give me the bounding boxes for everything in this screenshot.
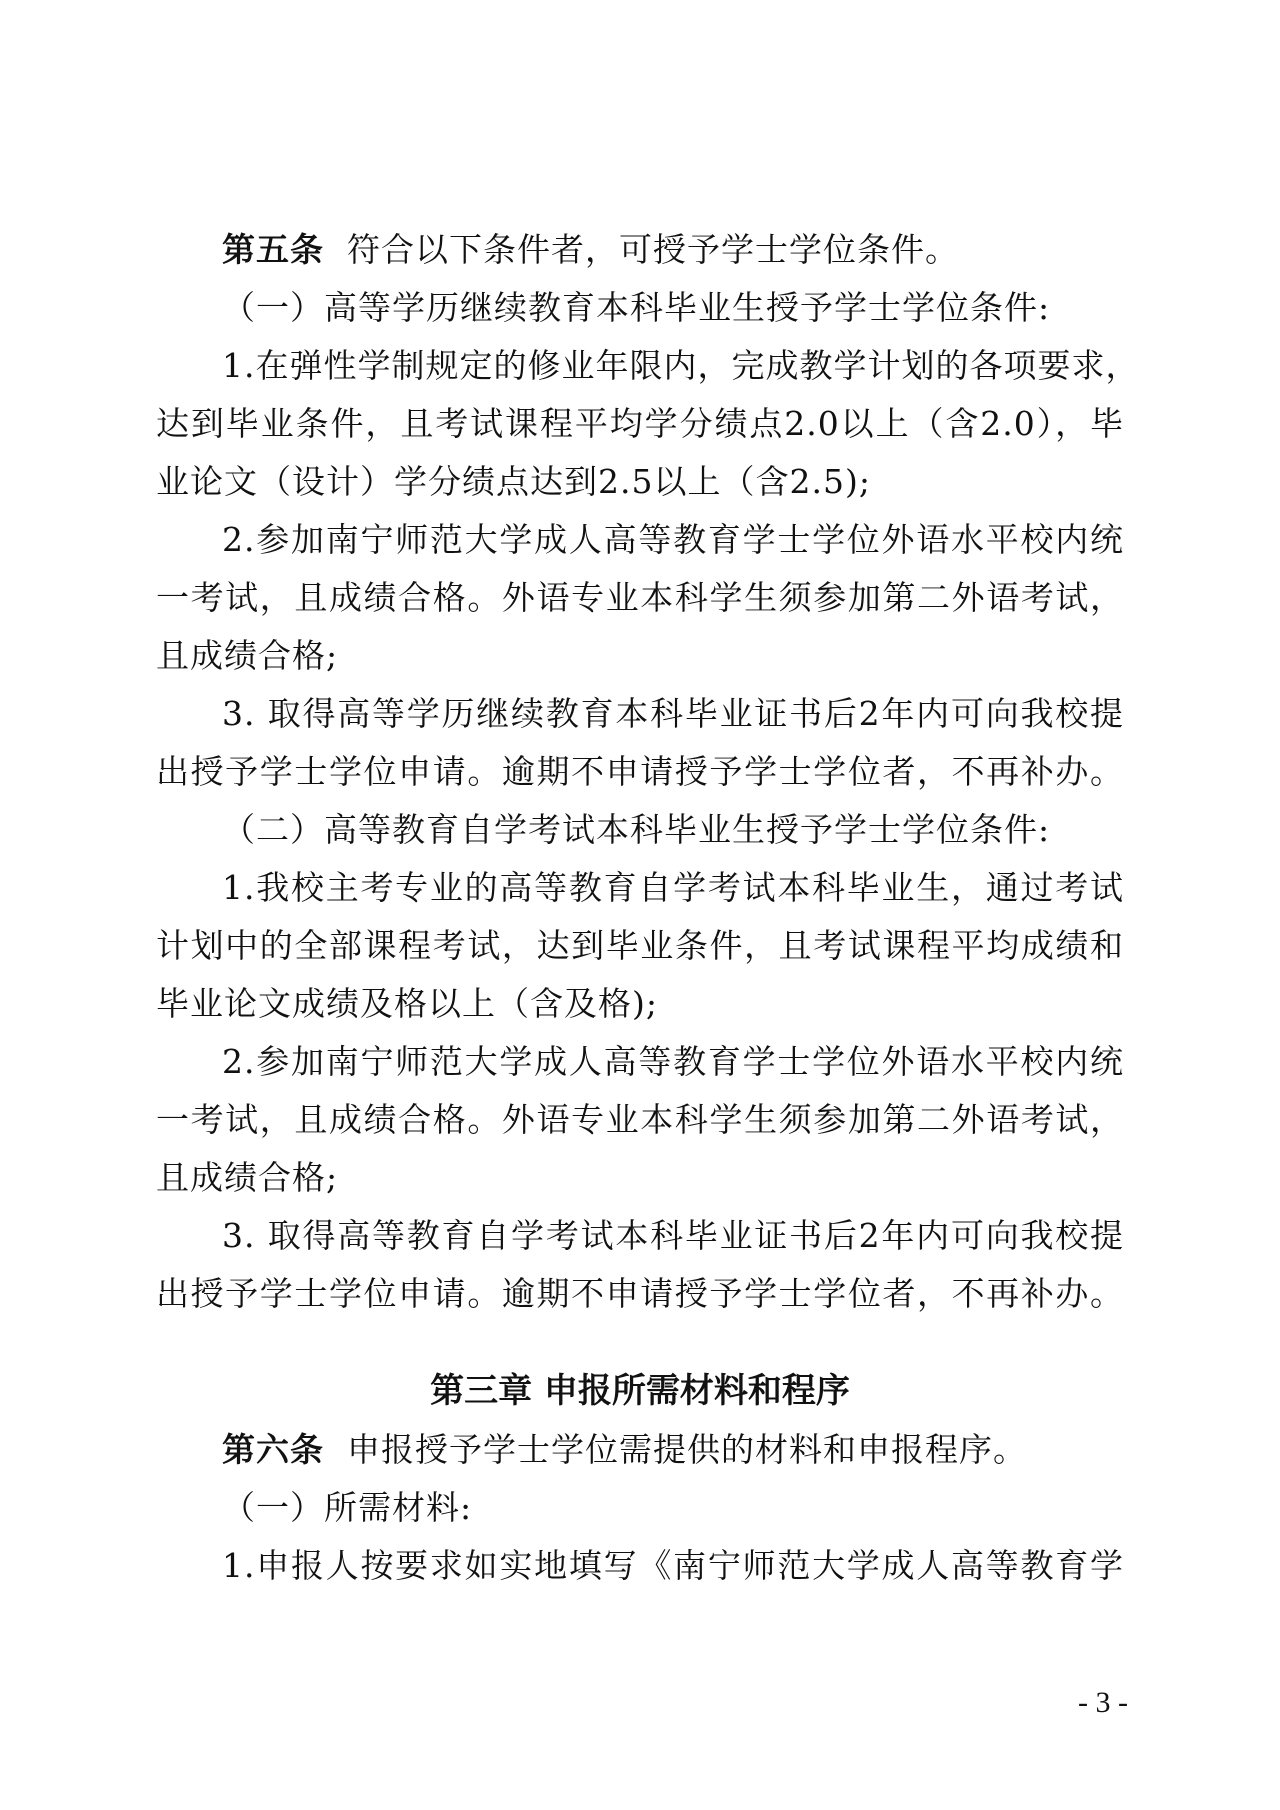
section2-item3-line2: 出授予学士学位申请。逾期不申请授予学士学位者，不再补办。 bbox=[156, 1274, 1124, 1313]
materials-item1: 1.申报人按要求如实地填写《南宁师范大学成人高等教育学 bbox=[222, 1546, 1124, 1585]
article6-heading: 第六条 bbox=[222, 1430, 324, 1469]
article5-text: 符合以下条件者，可授予学士学位条件。 bbox=[346, 230, 959, 269]
section2-item1-line3: 毕业论文成绩及格以上（含及格); bbox=[156, 984, 658, 1023]
section2-item1-line1: 1.我校主考专业的高等教育自学考试本科毕业生，通过考试 bbox=[222, 868, 1124, 907]
article5-heading: 第五条 bbox=[222, 230, 324, 269]
materials-title: （一）所需材料: bbox=[222, 1488, 473, 1527]
section2-item3-line1: 3. 取得高等教育自学考试本科毕业证书后2年内可向我校提 bbox=[222, 1216, 1124, 1255]
chapter3-title: 第三章 申报所需材料和程序 bbox=[430, 1371, 850, 1411]
section1-item1-line3: 业论文（设计）学分绩点达到2.5以上（含2.5); bbox=[156, 462, 871, 501]
section1-item2-line2: 一考试，且成绩合格。外语专业本科学生须参加第二外语考试， bbox=[156, 578, 1124, 617]
section2-title: （二）高等教育自学考试本科毕业生授予学士学位条件: bbox=[222, 810, 1051, 849]
section1-item3-line1: 3. 取得高等学历继续教育本科毕业证书后2年内可向我校提 bbox=[222, 694, 1124, 733]
article6-line bbox=[222, 1430, 1124, 1470]
article5-line bbox=[222, 230, 1124, 270]
section2-item2-line2: 一考试，且成绩合格。外语专业本科学生须参加第二外语考试， bbox=[156, 1100, 1124, 1139]
section1-title: （一）高等学历继续教育本科毕业生授予学士学位条件: bbox=[222, 288, 1051, 327]
section1-item2-line1: 2.参加南宁师范大学成人高等教育学士学位外语水平校内统 bbox=[222, 520, 1124, 559]
section2-item2-line1: 2.参加南宁师范大学成人高等教育学士学位外语水平校内统 bbox=[222, 1042, 1124, 1081]
section2-item2-line3: 且成绩合格; bbox=[156, 1158, 339, 1197]
article6-text: 申报授予学士学位需提供的材料和申报程序。 bbox=[346, 1430, 1027, 1469]
section1-item1-line2: 达到毕业条件，且考试课程平均学分绩点2.0以上（含2.0），毕 bbox=[156, 404, 1124, 443]
section2-item1-line2: 计划中的全部课程考试，达到毕业条件，且考试课程平均成绩和 bbox=[156, 926, 1124, 965]
page-number: - 3 - bbox=[1078, 1686, 1128, 1719]
section1-item3-line2: 出授予学士学位申请。逾期不申请授予学士学位者，不再补办。 bbox=[156, 752, 1124, 791]
section1-item1-line1: 1.在弹性学制规定的修业年限内，完成教学计划的各项要求， bbox=[222, 346, 1140, 385]
section1-item2-line3: 且成绩合格; bbox=[156, 636, 339, 675]
